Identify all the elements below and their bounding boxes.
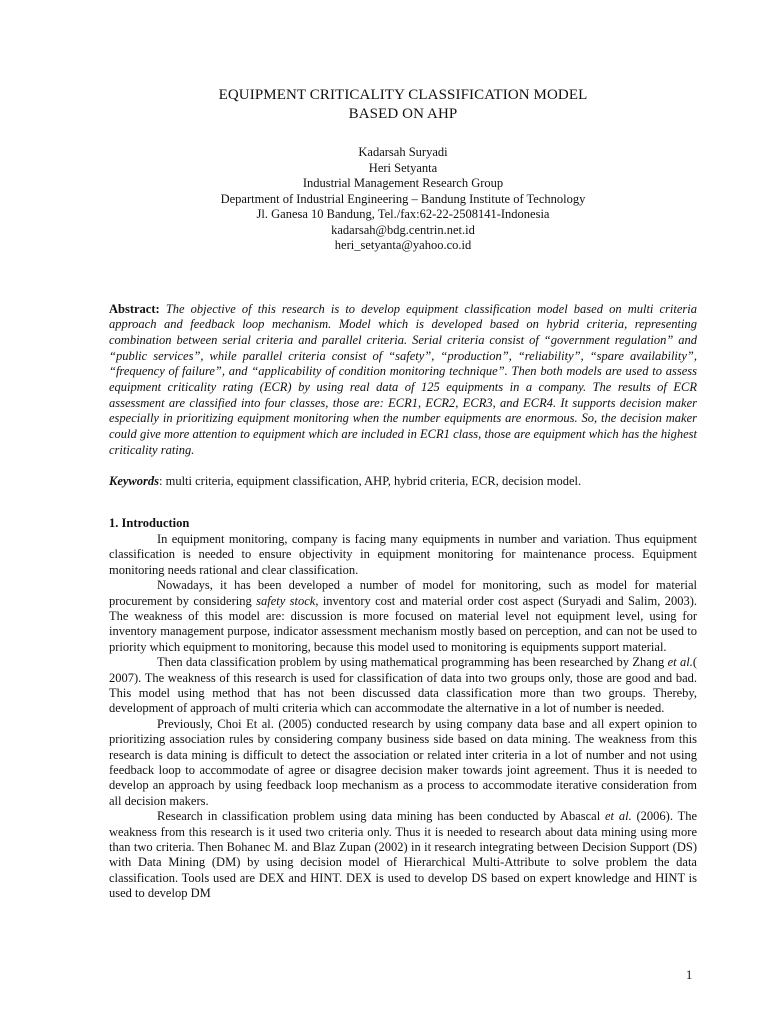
paper-title xyxy=(109,86,697,124)
author-department: Department of Industrial Engineering – Bandung Institute of Technology xyxy=(220,191,586,206)
paragraph-2-text-b: , inventory cost and material order cost aspect (Suryadi and Salim, 2003). The weakness of this model are: discussion is more focused on material level not equipment level, using for inventory management purpose, indicator assessment mechanism mostly based on perception, and can not be used to priority which equipment to monitoring, because this model used to monitoring is equipments support material. xyxy=(109,593,698,654)
keywords-text: : multi criteria, equipment classification, AHP, hybrid criteria, ECR, decision model. xyxy=(159,473,582,488)
paragraph-2-italic: safety stock xyxy=(256,593,316,608)
paragraph-5-text-a: Research in classification problem using data mining has been conducted by Abascal xyxy=(157,809,605,824)
author-address: Jl. Ganesa 10 Bandung, Tel./fax:62-22-2508141-Indonesia xyxy=(256,207,550,221)
paragraph-3 xyxy=(109,655,697,717)
paragraph-2 xyxy=(109,578,697,655)
section-heading: 1. Introduction xyxy=(109,516,190,531)
author-group: Industrial Management Research Group xyxy=(302,176,504,190)
author-email-1: kadarsah@bdg.centrin.net.id xyxy=(331,222,475,237)
author-block xyxy=(109,145,697,254)
author-email-2: heri_setyanta@yahoo.co.id xyxy=(334,238,472,252)
paragraph-5-italic: et al. xyxy=(605,809,632,824)
author-name-1: Kadarsah Suryadi xyxy=(358,145,448,159)
keywords xyxy=(109,474,697,490)
title-line-2: BASED ON AHP xyxy=(348,106,458,122)
paper-page xyxy=(109,86,697,902)
paragraph-5-text-b: (2006). The weakness from this research is it used two criteria only. Thus it is needed to research about data mining using more than two criteria. Then Bohanec M. and Blaz Zupan (2002) in it research integrating between Decision Support (DS) with Data Mining (DM) by using decision model of Hierarchical Multi-Attribute to solve problem the data classification. Tools used are DEX and HINT. DEX is used to develop DS based on expert knowledge and HINT is used to develop DM xyxy=(109,809,698,901)
keywords-label: Keywords xyxy=(109,473,159,488)
page-number: 1 xyxy=(686,968,693,982)
paragraph-2-text-a: Nowadays, it has been developed a number of model for monitoring, such as model for material procurement by considering xyxy=(109,578,697,608)
paragraph-4: Previously, Choi Et al. (2005) conducted research by using company data base and all expert opinion to prioritizing association rules by considering company business side based on data mining. The weakness from this research is data mining is difficult to detect the association or related inter criteria in a lot of number and not using feedback loop to accommodate of agree or disagree decision maker towards joint agreement. Thus it is needed to develop an approach by using feedback loop mechanism as a process to accommodate iterative consideration from all decision makers. xyxy=(109,716,697,808)
paragraph-3-text-b: ( 2007). The weakness of this research is used for classification of data into two groups only, those are good and bad. This model using method that has not been discussed data classification more than two groups. Thereby, development of approach of multi criteria which can accommodate the alternative in a lot of number is needed. xyxy=(109,655,698,716)
paragraph-1: In equipment monitoring, company is facing many equipments in number and variation. Thus equipment classification is needed to ensure objectivity in equipment monitoring for maintenance process. Equipment monitoring needs rational and clear classification. xyxy=(109,531,697,577)
abstract xyxy=(109,302,697,459)
paragraph-5 xyxy=(109,809,697,901)
paragraph-3-italic: et al. xyxy=(667,655,693,670)
abstract-label: Abstract: xyxy=(109,301,160,316)
author-name-2: Heri Setyanta xyxy=(368,160,438,175)
title-line-1: EQUIPMENT CRITICALITY CLASSIFICATION MODEL xyxy=(218,87,588,103)
paragraph-3-text-a: Then data classification problem by using mathematical programming has been researched by Zhang xyxy=(157,655,668,670)
abstract-text: The objective of this research is to develop equipment classification model based on multi criteria approach and feedback loop mechanism. Model which is developed based on hybrid criteria, representing combination between serial criteria and parallel criteria. Serial criteria consist of “government regulation” and “public services”, while parallel criteria consist of “safety”, “production”, “reliability”, “spare availability”, “frequency of failure”, and “applicability of condition monitoring technique”. Then both models are used to assess equipment criticality rating (ECR) by using real data of 125 equipments in a company. The results of ECR assessment are classified into four classes, those are: ECR1, ECR2, ECR3, and ECR4. It supports decision maker especially in prioritizing equipment monitoring when the number equipments are enormous. So, the decision maker could give more attention to equipment which are included in ECR1 class, those are equipment which has the highest criticality rating. xyxy=(109,301,698,457)
